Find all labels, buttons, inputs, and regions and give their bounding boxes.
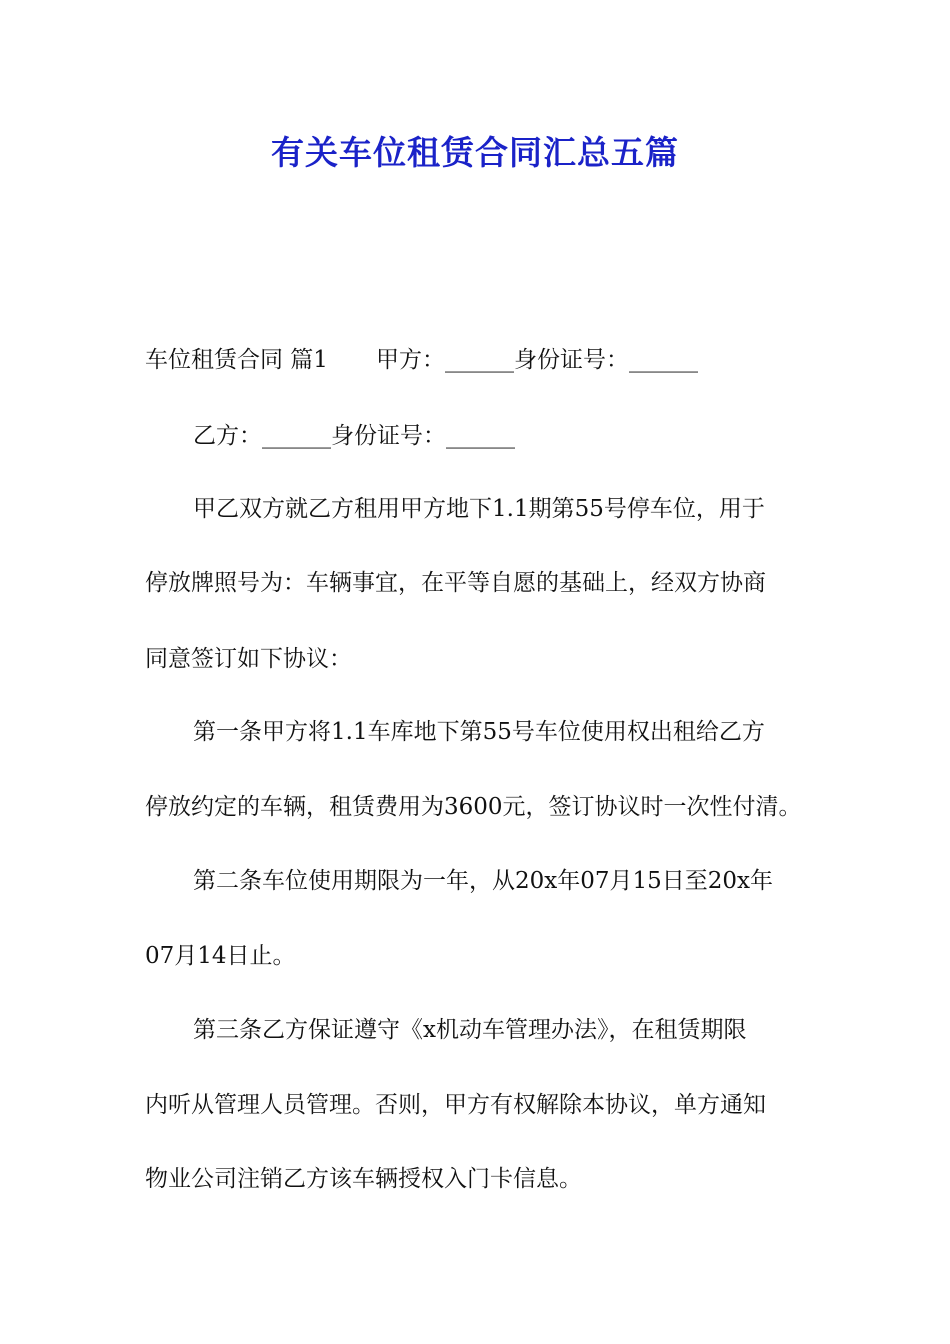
paragraph-line: 停放牌照号为：车辆事宜，在平等自愿的基础上，经双方协商 [145,570,766,596]
party-b-line: 乙方：______身份证号：______ [193,423,515,449]
party-a-line: 甲方：______身份证号：______ [375,347,698,373]
document-title: 有关车位租赁合同汇总五篇 [271,133,679,172]
contract-header-line [145,343,825,377]
paragraph-line: 物业公司注销乙方该车辆授权入门卡信息。 [145,1166,582,1192]
paragraph-line: 内听从管理人员管理。否则，甲方有权解除本协议，单方通知 [145,1092,766,1118]
paragraph-line: 07月14日止。 [145,943,296,969]
paragraph-line: 第二条车位使用期限为一年，从20x年07月15日至20x年 [193,868,774,894]
paragraph-line: 甲乙双方就乙方租用甲方地下1.1期第55号停车位，用于 [193,496,765,522]
contract-section-label: 车位租赁合同 篇1 [145,347,328,373]
paragraph-line: 第一条甲方将1.1车库地下第55号车位使用权出租给乙方 [193,719,765,745]
paragraph-line: 停放约定的车辆，租赁费用为3600元，签订协议时一次性付清。 [145,794,802,820]
paragraph-line: 第三条乙方保证遵守《x机动车管理办法》，在租赁期限 [193,1017,747,1043]
paragraph-line: 同意签订如下协议： [145,646,352,672]
